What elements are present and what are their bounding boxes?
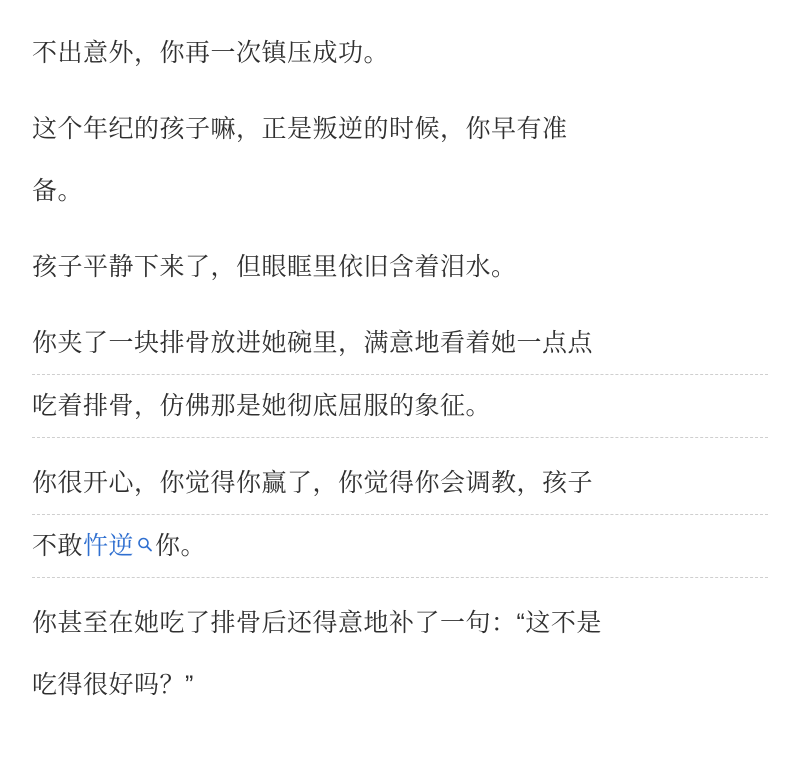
text-line: 孩子平静下来了，但眼眶里依旧含着泪水。 <box>32 253 517 281</box>
highlighted-term[interactable]: 忤逆 <box>83 532 135 560</box>
text-before-highlight: 不敢 <box>32 532 84 560</box>
text-line: 吃得很好吗？” <box>32 671 194 699</box>
text-after-highlight: 你。 <box>155 532 207 560</box>
search-icon[interactable] <box>136 535 154 557</box>
paragraph-3 <box>32 236 768 298</box>
text-line: 你甚至在她吃了排骨后还得意地补了一句：“这不是 <box>32 609 602 637</box>
paragraph-2 <box>32 98 768 222</box>
paragraph-4 <box>32 312 768 438</box>
text-line: 吃着排骨，仿佛那是她彻底屈服的象征。 <box>32 375 768 438</box>
text-line: 你夹了一块排骨放进她碗里，满意地看着她一点点 <box>32 312 768 375</box>
text-line: 备。 <box>32 177 84 205</box>
text-line-with-highlight <box>32 515 768 578</box>
text-line: 不出意外，你再一次镇压成功。 <box>32 39 390 67</box>
paragraph-6 <box>32 592 768 716</box>
paragraph-5 <box>32 452 768 578</box>
text-line: 你很开心，你觉得你赢了，你觉得你会调教，孩子 <box>32 452 768 515</box>
text-line: 这个年纪的孩子嘛，正是叛逆的时候，你早有准 <box>32 115 568 143</box>
paragraph-1 <box>32 22 768 84</box>
